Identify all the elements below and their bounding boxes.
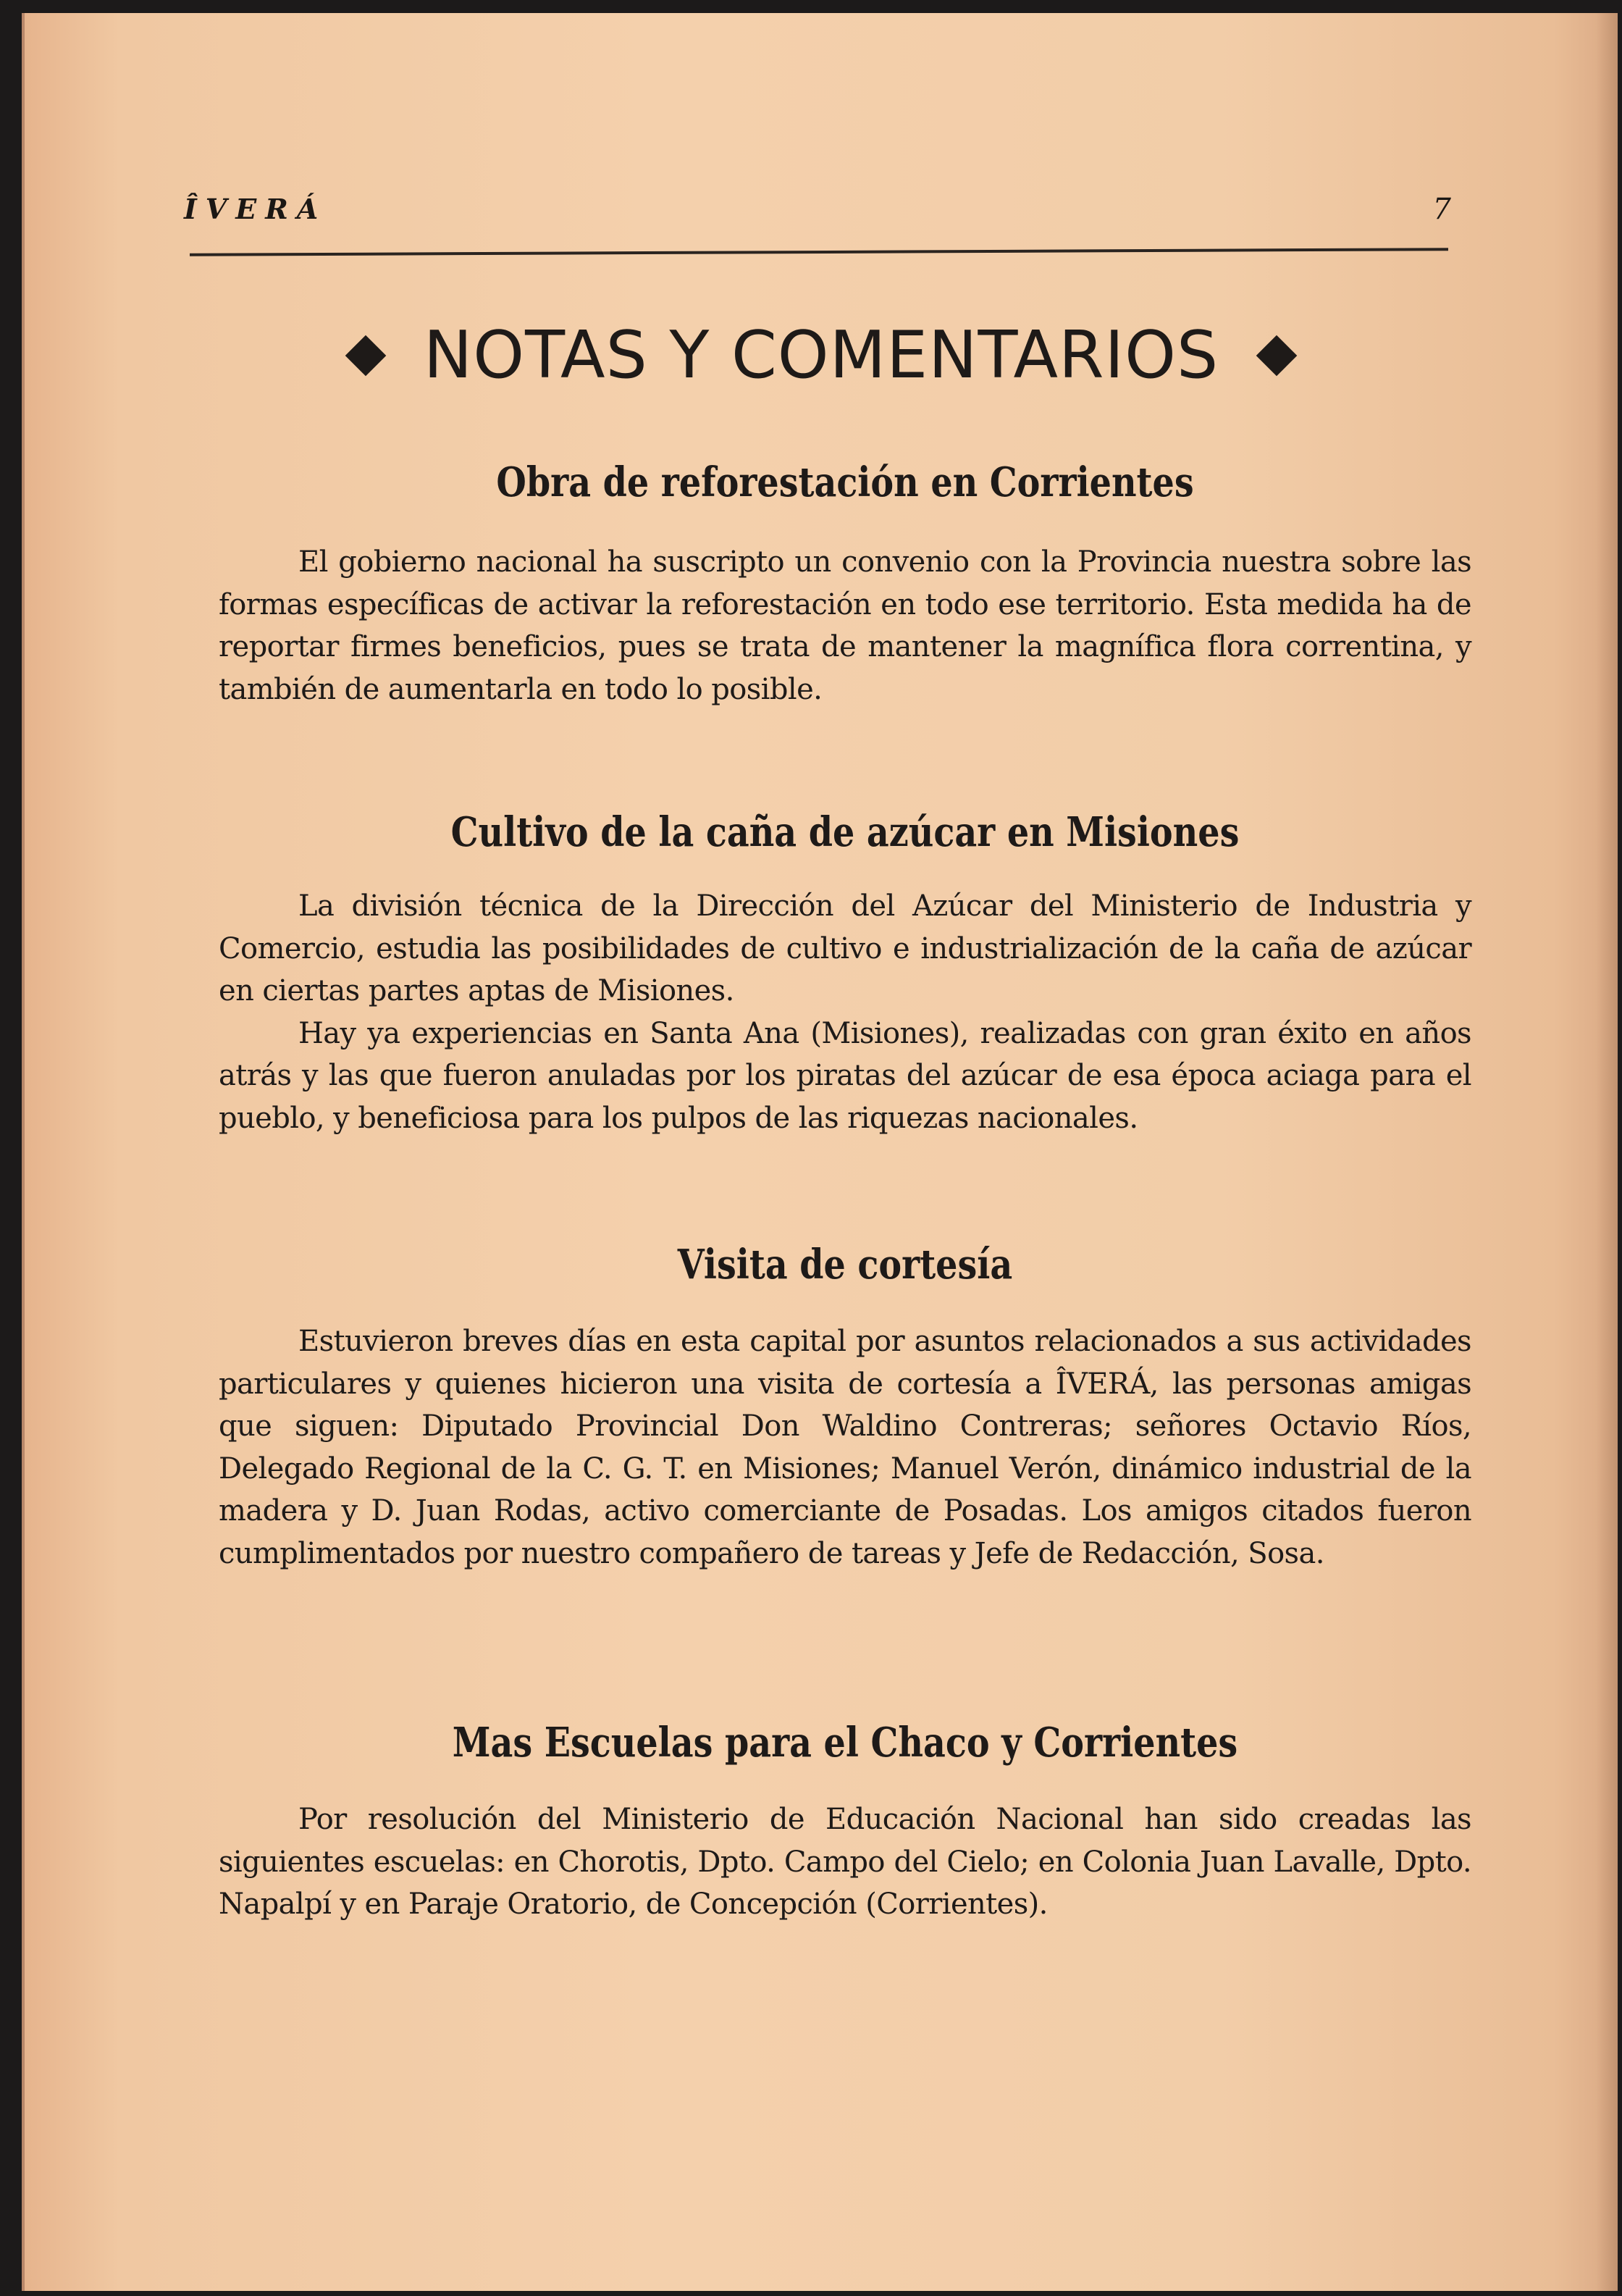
article-cana-de-azucar [219, 808, 1471, 1139]
article-mas-escuelas [219, 1719, 1471, 1926]
article-visita-de-cortesia [219, 1241, 1471, 1575]
page-number: 7 [1432, 193, 1451, 226]
article-title: Mas Escuelas para el Chaco y Corrientes [452, 1719, 1238, 1767]
article-title: Obra de reforestación en Corrientes [496, 458, 1194, 506]
running-header [184, 193, 1451, 243]
article-title: Visita de cortesía [677, 1241, 1013, 1289]
article-paragraph: Estuvieron breves días en esta capital por asuntos relacionados a sus actividades particulares y quienes hicieron una visita de cortesía a ÎVERÁ, las personas amigas que siguen: Diputado Provincial Don Waldino Contreras; señores Octavio Ríos, Delegado Regional de la C. G. T. en Misiones; Manuel Verón, dinámico industrial de la madera y D. Juan Rodas, activo comerciante de Posadas. Los amigos citados fueron cumplimentados por nuestro compañero de tareas y Jefe de Redacción, Sosa. [219, 1325, 1471, 1570]
article-paragraph: El gobierno nacional ha suscripto un convenio con la Provincia nuestra sobre las formas específicas de activar la reforestación en todo ese territorio. Esta medida ha de reportar firmes beneficios, pues se trata de mantener la magnífica flora correntina, y también de aumentarla en todo lo posible. [219, 545, 1471, 706]
header-rule [190, 248, 1448, 256]
diamond-ornament-icon [345, 335, 387, 376]
magazine-page [22, 13, 1618, 2291]
article-title: Cultivo de la caña de azúcar en Misiones [450, 808, 1240, 856]
section-title-text: NOTAS Y COMENTARIOS [423, 317, 1219, 393]
article-paragraph: La división técnica de la Dirección del Azúcar del Ministerio de Industria y Comercio, estudia las posibilidades de cultivo e industrialización de la caña de azúcar en ciertas partes aptas de Misiones. [219, 889, 1471, 1007]
article-paragraph: Hay ya experiencias en Santa Ana (Misiones), realizadas con gran éxito en años atrás y las que fueron anuladas por los piratas del azúcar de esa época aciaga para el pueblo, y beneficiosa para los pulpos de las riquezas nacionales. [219, 1016, 1471, 1135]
article-paragraph: Por resolución del Ministerio de Educación Nacional han sido creadas las siguientes escuelas: en Chorotis, Dpto. Campo del Cielo; en Colonia Juan Lavalle, Dpto. Napalpí y en Paraje Oratorio, de Concepción (Corrientes). [219, 1803, 1471, 1921]
article-reforestacion [219, 458, 1471, 711]
journal-name: ÎVERÁ [184, 193, 327, 225]
section-title [25, 317, 1618, 393]
diamond-ornament-icon [1256, 335, 1298, 376]
